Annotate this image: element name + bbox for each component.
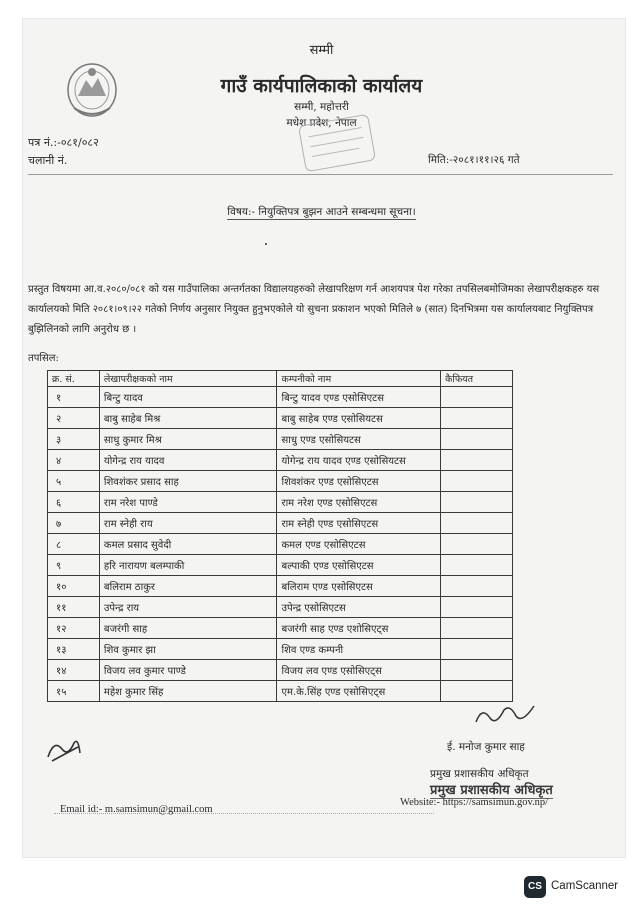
serial-cell: ७ [48,513,100,534]
table-row [48,639,513,660]
company-name-cell: विजय लव एण्ड एसोसिएट्स [277,660,441,681]
remarks-cell [441,576,513,597]
handwritten-signature [44,735,84,765]
auditor-name-cell: राम स्नेही राय [99,513,277,534]
table-row [48,597,513,618]
serial-cell: ९ [48,555,100,576]
auditor-name-cell: विजय लव कुमार पाण्डे [99,660,277,681]
company-name-cell: राम नरेश एण्ड एसोसिएटस [277,492,441,513]
camscanner-label: CamScanner [551,880,619,892]
remarks-cell [441,555,513,576]
auditor-name-cell: राम नरेश पाण्डे [99,492,277,513]
subject-text: विषय:- नियुक्तिपत्र बुझन आउने सम्बन्धमा सूचना। [227,206,416,218]
table-row [48,513,513,534]
company-name-cell: बल्पाकी एण्ड एसोसिएटस [277,555,441,576]
serial-cell: १३ [48,639,100,660]
remarks-cell [441,597,513,618]
remarks-cell [441,450,513,471]
officer-post: प्रमुख प्रशासकीय अधिकृत [430,768,529,780]
table-row [48,492,513,513]
remarks-cell [441,387,513,408]
table-row [48,471,513,492]
auditor-name-cell: बाबु साहेब मिश्र [99,408,277,429]
remarks-cell [441,471,513,492]
footer-website: Website:- https://samsimun.gov.np/ [400,797,549,808]
remarks-cell [441,429,513,450]
table-header-row [48,371,513,387]
table-row [48,387,513,408]
company-name-cell: शिव एण्ड कम्पनी [277,639,441,660]
letter-date: मिति:-२०८१।११।२६ गते [428,154,520,166]
table-row [48,681,513,702]
auditor-table [47,370,513,702]
notice-body: प्रस्तुत विषयमा आ.व.२०८०/०८१ को यस गाउँपालिका अन्तर्गतका विद्यालयहरुको लेखापरिक्षण गर्न आशयपत्र पेश गरेका तपसिलबमोजिमका लेखापरीक्षकहरु यस कार्यालयको मिति २०८१।०९।२२ गतेको निर्णय अनुसार नियुक्त हुनुभएकोले यो सुचना प्रकाशन भएको मितिले ७ (सात) दिनभित्रमा यस कार्यालयबाट नियुक्तिपत्र बुझिलिनको लागि अनुरोध छ । [28,284,600,335]
serial-cell: २ [48,408,100,429]
col-company-name: कम्पनीको नाम [277,371,441,387]
office-title: गाउँ कार्यपालिकाको कार्यालय [220,75,423,97]
remarks-cell [441,660,513,681]
remarks-cell [441,681,513,702]
office-province: मधेश प्रदेश, नेपाल [286,117,357,129]
auditor-name-cell: बजरंगी साह [99,618,277,639]
company-name-cell: बिन्टु यादव एण्ड एसोसिएटस [277,387,441,408]
letter-number: पत्र नं.:-०८१/०८२ [28,136,99,149]
remarks-cell [441,534,513,555]
details-label: तपसिल: [28,353,59,364]
office-address: सम्मी, महोत्तरी [294,101,349,113]
table-row [48,618,513,639]
auditor-name-cell: बिन्टु यादव [99,387,277,408]
company-name-cell: उपेन्द्र एसोसिएटस [277,597,441,618]
auditor-name-cell: साधु कुमार मिश्र [99,429,277,450]
table-row [48,429,513,450]
auditor-name-cell: बलिराम ठाकुर [99,576,277,597]
officer-name: ई. मनोज कुमार साह [447,741,525,753]
remarks-cell [441,492,513,513]
serial-cell: १४ [48,660,100,681]
table-row [48,534,513,555]
company-name-cell: एम.के.सिंह एण्ड एसोसिएट्स [277,681,441,702]
company-name-cell: योगेन्द्र राय यादव एण्ड एसोसियटस [277,450,441,471]
auditor-name-cell: महेश कुमार सिंह [99,681,277,702]
subject-line [0,205,643,219]
auditor-name-cell: शिव कुमार झा [99,639,277,660]
auditor-name-cell: योगेन्द्र राय यादव [99,450,277,471]
table-row [48,555,513,576]
remarks-cell [441,513,513,534]
col-serial: क्र. सं. [48,371,100,387]
officer-signature [470,700,540,730]
camscanner-logo-icon: CS [524,876,546,898]
footer-email: Email id:- m.samsimun@gmail.com [60,804,213,815]
serial-cell: १ [48,387,100,408]
header-divider [28,174,613,175]
table-row [48,408,513,429]
col-auditor-name: लेखापरीक्षकको नाम [99,371,277,387]
serial-cell: ३ [48,429,100,450]
remarks-cell [441,639,513,660]
remarks-cell [441,408,513,429]
table-row [48,450,513,471]
serial-cell: १० [48,576,100,597]
company-name-cell: शिवशंकर एण्ड एसोसिएटस [277,471,441,492]
company-name-cell: साधु एण्ड एसोसियटस [277,429,441,450]
serial-cell: ६ [48,492,100,513]
serial-cell: ११ [48,597,100,618]
serial-cell: १५ [48,681,100,702]
dispatch-number: चलानी नं. [28,154,68,167]
serial-cell: ८ [48,534,100,555]
auditor-name-cell: कमल प्रसाद सुवेदी [99,534,277,555]
officer-post-stamp: प्रमुख प्रशासकीय अधिकृत [430,780,553,799]
col-remarks: कैफियत [441,371,513,387]
auditor-name-cell: शिवशंकर प्रसाद साह [99,471,277,492]
auditor-name-cell: उपेन्द्र राय [99,597,277,618]
company-name-cell: बाबु साहेब एण्ड एसोसियटस [277,408,441,429]
serial-cell: ४ [48,450,100,471]
company-name-cell: बजरंगी साह एण्ड एशोसिएट्स [277,618,441,639]
office-place: सम्मी [309,43,334,58]
company-name-cell: राम स्नेही एण्ड एसोसिएटस [277,513,441,534]
table-row [48,576,513,597]
serial-cell: १२ [48,618,100,639]
speck [265,243,267,245]
company-name-cell: बलिराम एण्ड एसोसिएटस [277,576,441,597]
company-name-cell: कमल एण्ड एसोसिएटस [277,534,441,555]
table-row [48,660,513,681]
serial-cell: ५ [48,471,100,492]
auditor-name-cell: हरि नारायण बलम्पाकी [99,555,277,576]
remarks-cell [441,618,513,639]
